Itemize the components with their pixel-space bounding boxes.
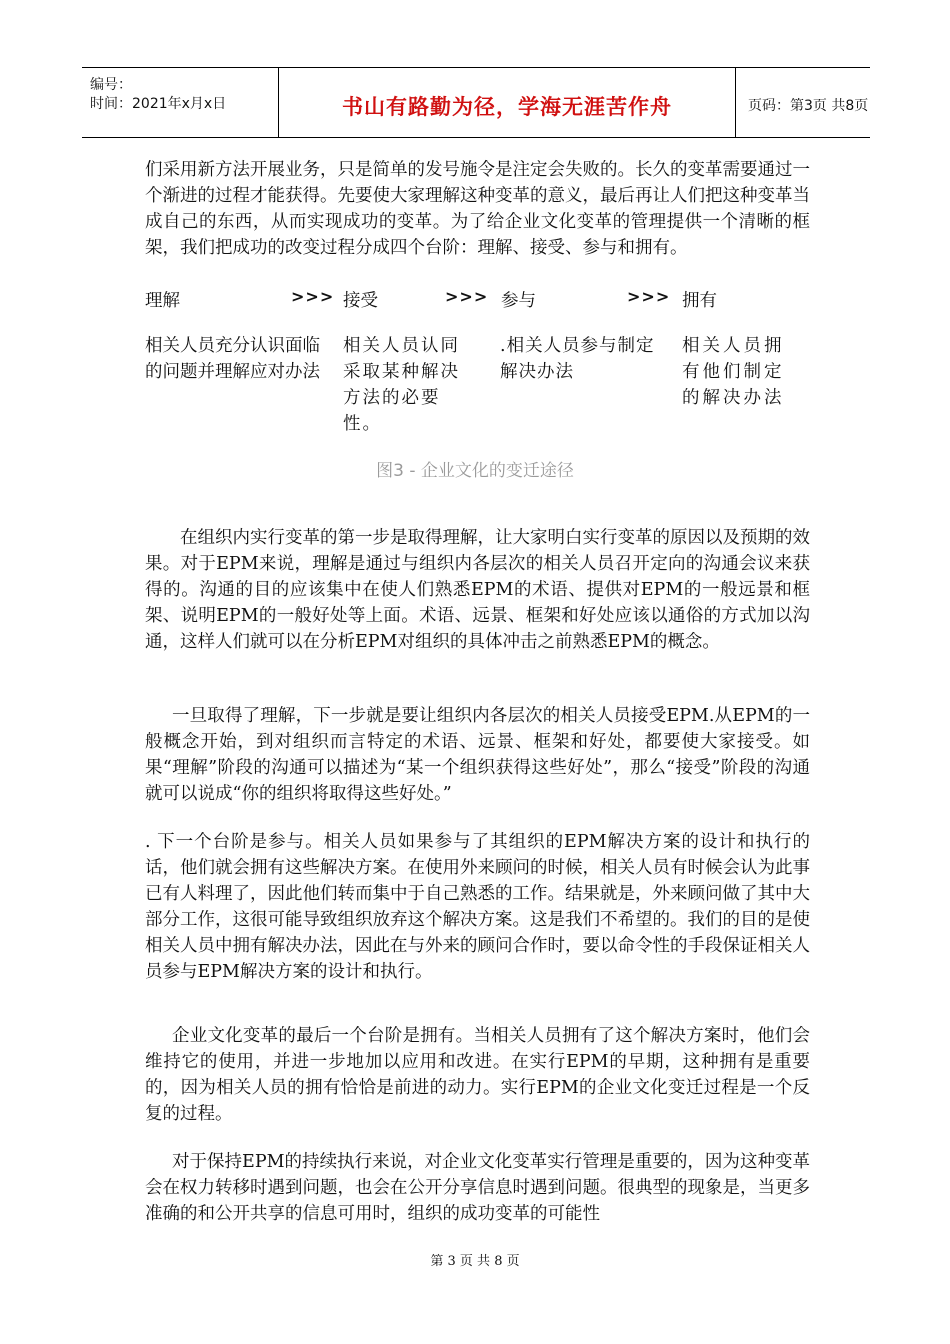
body-paragraph-5: [145, 1149, 810, 1227]
step-arrow: >>>: [627, 287, 671, 306]
step-participate: 参与: [501, 291, 536, 311]
page-header: [82, 67, 870, 138]
paragraph-text: 对于保持EPM的持续执行来说，对企业文化变革实行管理是重要的，因为这种变革会在权力转移时遇到问题，也会在公开分享信息时遇到问题。很典型的现象是，当更多准确的和公开共享的信息可用时，组织的成功变革的可能性: [145, 1152, 810, 1224]
step-description-accept: 相关人员认同采取某种解决方法的必要性。: [343, 336, 460, 434]
paragraph-text: 一旦取得了理解，下一步就是要让组织内各层次的相关人员接受EPM.从EPM的一般概念开始，到对组织而言特定的术语、远景、框架和好处，都要使大家接受。如果“理解”阶段的沟通可以描述为“某一个组织获得这些好处”，那么“接受”阶段的沟通就可以说成“你的组织将取得这些好处。”: [145, 706, 810, 804]
step-arrow: >>>: [291, 287, 335, 306]
header-motto-cell: [279, 68, 736, 137]
figure-caption: 图3 - 企业文化的变迁途径: [376, 461, 574, 481]
header-page-number: 页码：第3页 共8页: [748, 98, 869, 114]
step-understand: 理解: [145, 291, 180, 311]
step-arrow: >>>: [445, 287, 489, 306]
intro-paragraph: [145, 157, 810, 261]
body-paragraph-3: [145, 829, 810, 985]
paragraph-text: 在组织内实行变革的第一步是取得理解，让大家明白实行变革的原因以及预期的效果。对于EPM来说，理解是通过与组织内各层次的相关人员召开定向的沟通会议来获得的。沟通的目的应该集中在使人们熟悉EPM的术语、提供对EPM的一般远景和框架、说明EPM的一般好处等上面。术语、远景、框架和好处应该以通俗的方式加以沟通，这样人们就可以在分析EPM对组织的具体冲击之前熟悉EPM的概念。: [145, 528, 810, 652]
step-description-own: 相关人员拥有他们制定的解决办法: [682, 336, 785, 408]
page-footer: 第 3 页 共 8 页: [430, 1254, 520, 1269]
paragraph-text: 们采用新方法开展业务，只是简单的发号施令是注定会失败的。长久的变革需要通过一个渐进的过程才能获得。先要使大家理解这种变革的意义，最后再让人们把这种变革当成自己的东西，从而实现成功的变革。为了给企业文化变革的管理提供一个清晰的框架，我们把成功的改变过程分成四个台阶：理解、接受、参与和拥有。: [145, 160, 810, 258]
body-paragraph-2: [145, 703, 810, 807]
step-description-understand: 相关人员充分认识面临的问题并理解应对办法: [145, 336, 320, 382]
header-meta-cell: [82, 68, 279, 137]
figure-steps-row: [145, 287, 810, 313]
header-motto: 书山有路勤为径，学海无涯苦作舟: [342, 95, 672, 119]
body-paragraph-4: [145, 1023, 810, 1127]
paragraph-text: . 下一个台阶是参与。相关人员如果参与了其组织的EPM解决方案的设计和执行的话，他们就会拥有这些解决方案。在使用外来顾问的时候，相关人员有时候会认为此事已有人料理了，因此他们转而集中于自己熟悉的工作。结果就是，外来顾问做了其中大部分工作，这很可能导致组织放弃这个解决方案。这是我们不希望的。我们的目的是使相关人员中拥有解决办法，因此在与外来的顾问合作时，要以命令性的手段保证相关人员参与EPM解决方案的设计和执行。: [145, 832, 810, 982]
header-page-cell: [736, 68, 870, 137]
paragraph-text: 企业文化变革的最后一个台阶是拥有。当相关人员拥有了这个解决方案时，他们会维持它的使用，并进一步地加以应用和改进。在实行EPM的早期，这种拥有是重要的，因为相关人员的拥有恰恰是前进的动力。实行EPM的企业文化变迁过程是一个反复的过程。: [145, 1026, 810, 1124]
body-paragraph-1: [145, 525, 810, 655]
step-accept: 接受: [343, 291, 378, 311]
document-date-label: 时间：2021年x月x日: [90, 96, 227, 112]
step-description-participate: .相关人员参与制定解决办法: [500, 336, 655, 382]
step-own: 拥有: [682, 291, 717, 311]
document-number-label: 编号：: [90, 77, 132, 93]
